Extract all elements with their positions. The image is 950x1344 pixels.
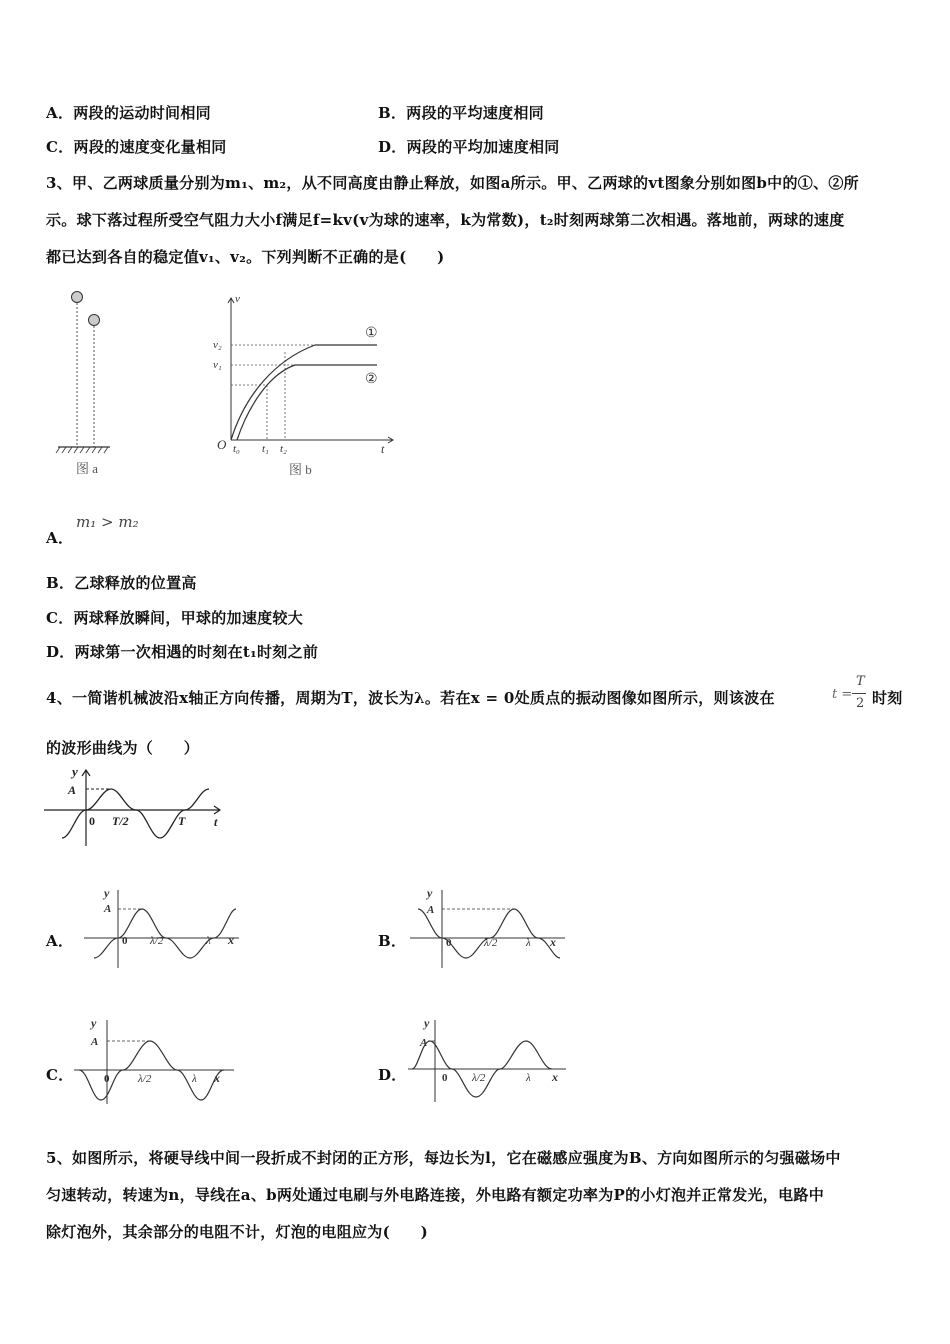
q4-graph-zero: 0 xyxy=(89,814,95,828)
q3-option-a-formula: m₁ > m₂ xyxy=(76,513,139,531)
q4-c-A: A xyxy=(91,1036,99,1048)
q3-stem-line3: 都已达到各自的稳定值v₁、v₂。下列判断不正确的是( ) xyxy=(46,248,445,266)
fig-b-axis-v: v xyxy=(235,293,240,305)
q3-stem-line1: 3、甲、乙两球质量分别为m₁、m₂，从不同高度由静止释放，如图a所示。甲、乙两球的vt图象分别如图b中的①、②所 xyxy=(46,174,859,192)
q4-graph-t: t xyxy=(214,815,218,829)
q4-a-x: x xyxy=(228,933,234,947)
q2-option-b: B．两段的平均速度相同 xyxy=(378,104,544,122)
q4-graph-A: A xyxy=(68,783,77,797)
q4-c-y: y xyxy=(91,1016,97,1030)
q4-c-half: λ/2 xyxy=(138,1073,152,1085)
q4-option-d-label: D． xyxy=(378,1066,407,1084)
q4-fraction-lhs: t = xyxy=(832,687,853,702)
q4-graph-half: T/2 xyxy=(112,814,129,828)
q4-fraction xyxy=(832,674,874,718)
fig-b-t2: t₂ xyxy=(280,443,287,455)
q3-option-b: B．乙球释放的位置高 xyxy=(46,574,197,592)
fig-b-origin: O xyxy=(217,437,227,452)
q4-d-half: λ/2 xyxy=(472,1072,486,1084)
q4-stem-line1-end: 时刻 xyxy=(872,689,903,707)
q5-stem-line1: 5、如图所示，将硬导线中间一段折成不封闭的正方形，每边长为l，它在磁感应强度为B、方向如图所示的匀强磁场中 xyxy=(46,1149,841,1167)
q4-b-A: A xyxy=(427,904,435,916)
fig-b-t1: t₁ xyxy=(262,443,269,455)
q4-option-a-label: A． xyxy=(46,932,74,950)
q4-a-zero: 0 xyxy=(122,935,128,947)
q3-figure-a xyxy=(50,285,140,480)
fig-b-v1: v₁ xyxy=(213,359,222,371)
q3-option-a-label: A． xyxy=(46,529,74,547)
q3-figure-b xyxy=(205,290,405,485)
q2-option-a: A．两段的运动时间相同 xyxy=(46,104,211,122)
q4-a-half: λ/2 xyxy=(150,935,164,947)
q4-a-A: A xyxy=(104,903,112,915)
fig-b-label-2: ② xyxy=(365,372,378,387)
q2-option-c: C．两段的速度变化量相同 xyxy=(46,138,227,156)
fig-a-caption: 图 a xyxy=(76,461,99,476)
q4-d-x: x xyxy=(552,1070,558,1084)
q4-d-A: A xyxy=(420,1037,428,1049)
fig-b-axis-t: t xyxy=(381,442,385,456)
q4-option-c-label: C． xyxy=(46,1066,74,1084)
q4-d-lam: λ xyxy=(526,1072,531,1084)
q4-option-c-graph xyxy=(74,1012,239,1107)
q4-d-zero: 0 xyxy=(442,1072,448,1084)
q4-stem-line1: 4、一简谐机械波沿x轴正方向传播，周期为T，波长为λ。若在x = 0处质点的振动图像如图所示，则该波在 xyxy=(46,689,775,707)
q4-option-a-graph xyxy=(84,882,244,972)
q4-c-zero: 0 xyxy=(104,1073,110,1085)
q3-stem-line2: 示。球下落过程所受空气阻力大小f满足f=kv(v为球的速率，k为常数)，t₂时刻两球第二次相遇。落地前，两球的速度 xyxy=(46,211,845,229)
q4-b-lam: λ xyxy=(526,937,531,949)
q4-b-zero: 0 xyxy=(446,937,452,949)
q4-graph-y: y xyxy=(72,764,78,779)
q4-vibration-graph xyxy=(44,758,229,853)
q4-option-b-graph xyxy=(410,882,570,972)
q5-stem-line3: 除灯泡外，其余部分的电阻不计，灯泡的电阻应为( ) xyxy=(46,1223,428,1241)
q4-a-lam: λ xyxy=(206,935,211,947)
q4-b-x: x xyxy=(550,935,556,949)
fig-b-t0: t₀ xyxy=(233,443,240,455)
q4-c-x: x xyxy=(214,1071,220,1085)
q4-c-lam: λ xyxy=(192,1073,197,1085)
fig-b-curve-1 xyxy=(231,345,377,440)
q4-a-y: y xyxy=(104,886,110,900)
q4-graph-T: T xyxy=(178,814,186,828)
q4-fraction-num: T xyxy=(856,674,865,689)
q4-option-d-graph xyxy=(408,1012,573,1107)
fig-b-label-1: ① xyxy=(365,326,378,341)
q3-option-d: D．两球第一次相遇的时刻在t₁时刻之前 xyxy=(46,643,319,661)
q4-b-y: y xyxy=(427,886,433,900)
q5-stem-line2: 匀速转动，转速为n，导线在a、b两处通过电刷与外电路连接，外电路有额定功率为P的小灯泡并正常发光，电路中 xyxy=(46,1186,824,1204)
q4-d-y: y xyxy=(424,1016,430,1030)
q4-b-half: λ/2 xyxy=(484,937,498,949)
q2-option-d: D．两段的平均加速度相同 xyxy=(378,138,560,156)
fig-b-curve-2 xyxy=(237,365,377,440)
fig-b-caption: 图 b xyxy=(289,462,312,477)
q4-option-b-label: B． xyxy=(378,932,407,950)
fig-b-v2: v₂ xyxy=(213,339,222,351)
q4-stem-line2: 的波形曲线为（ ） xyxy=(46,739,200,757)
q4-fraction-den: 2 xyxy=(856,696,865,711)
q3-option-c: C．两球释放瞬间，甲球的加速度较大 xyxy=(46,609,304,627)
